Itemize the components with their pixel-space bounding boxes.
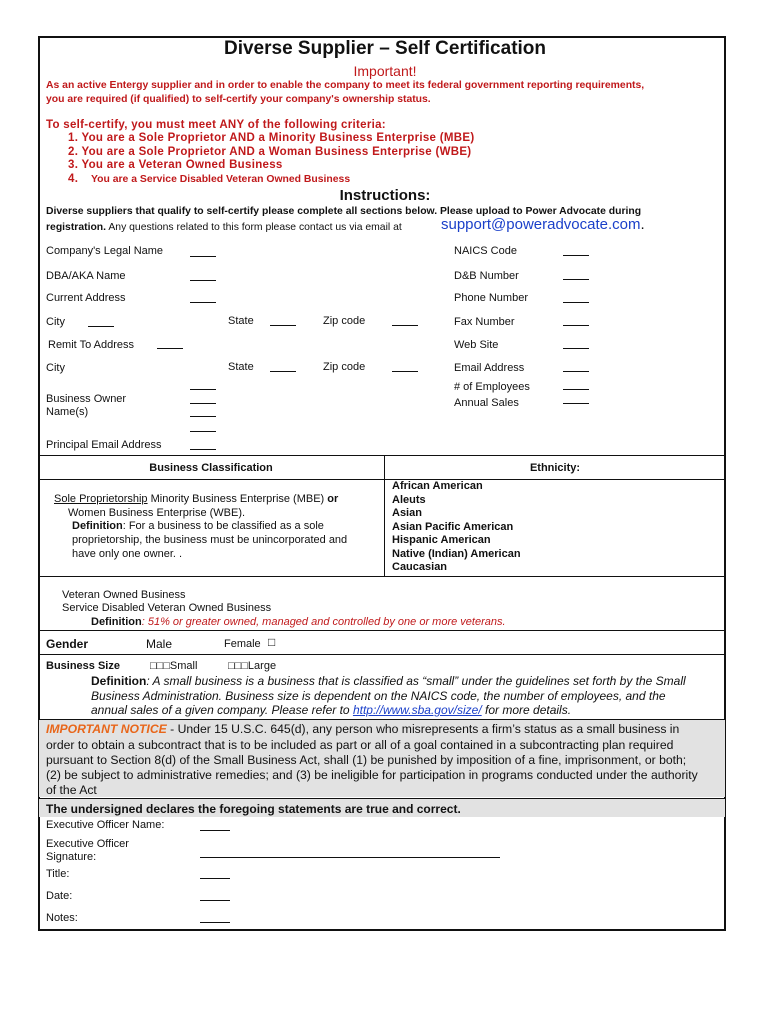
size-definition-line-2: Business Administration. Business size is dependent on the NAICS code, the number of employees, and the [91,689,666,703]
support-email[interactable]: support@poweradvocate.com [441,216,641,233]
disabled-veteran-option[interactable]: Service Disabled Veteran Owned Business [62,602,272,614]
table-header-rule [38,479,726,480]
notes-label: Notes: [46,912,78,924]
zip2-label: Zip code [323,361,366,373]
notice-line-3: pursuant to Section 8(d) of the Small Business Act, shall (1) be punished by imposition of a fine, imprisonment, or both; [46,753,687,767]
notice-l1: - Under 15 U.S.C. 645(d), any person who misrepresents a firm’s status as a small business in [166,722,680,736]
size-def-l3-a: annual sales of a given company. Please refer to [91,703,353,717]
legal-name-label: Company's Legal Name [46,245,164,257]
criteria-item-3: 3. You are a Veteran Owned Business [68,159,283,171]
instructions-registration: registration. [46,222,107,233]
instructions-heading: Instructions: [339,187,431,204]
sales-field[interactable] [563,403,589,404]
fax-label: Fax Number [454,316,515,328]
ethnicity-item[interactable]: Native (Indian) American [392,547,521,560]
notes-field[interactable] [200,922,230,923]
definition-line-3: have only one owner. . [72,548,183,560]
sole-prop-label: Sole Proprietorship [54,493,148,505]
exec-signature-label-1: Executive Officer [46,838,129,850]
remit-label: Remit To Address [48,339,135,351]
email-label: Email Address [454,362,525,374]
principal-email-label: Principal Email Address [46,439,162,451]
dnb-field[interactable] [563,279,589,280]
page-title: Diverse Supplier – Self Certification [223,38,547,59]
fax-field[interactable] [563,325,589,326]
sole-prop-definition [72,520,324,532]
intro-line-1: As an active Entergy supplier and in order to enable the company to meet its federal government reporting requirements, [46,80,645,91]
definition-text: : For a business to be classified as a sole [122,520,324,532]
remit-field[interactable] [157,348,183,349]
table-top-rule [38,455,726,456]
city-field[interactable] [88,326,114,327]
size-definition-label: Definition [91,674,147,688]
intro-line-2: you are required (if qualified) to self-certify your company's ownership status. [46,94,431,105]
important-heading: Important! [353,63,417,79]
exec-signature-label-2: Signature: [46,851,97,863]
employees-label: # of Employees [454,381,530,393]
phone-label: Phone Number [454,292,528,304]
principal-email-field[interactable] [190,449,216,450]
state2-field[interactable] [270,371,296,372]
declaration-text: The undersigned declares the foregoing statements are true and correct. [46,802,461,816]
email-period: . [640,216,645,233]
definition-line-2: proprietorship, the business must be unincorporated and [72,534,348,546]
legal-name-field[interactable] [190,256,216,257]
date-field[interactable] [200,900,230,901]
ethnicity-item[interactable]: Asian [392,507,422,519]
dba-label: DBA/AKA Name [46,270,126,282]
size-definition-line-1 [91,674,686,688]
zip2-field[interactable] [392,371,418,372]
zip-label: Zip code [323,315,366,327]
email-field[interactable] [563,371,589,372]
employees-field[interactable] [563,389,589,390]
instructions-contact: Any questions related to this form please contact us via email at [106,222,402,233]
exec-name-field[interactable] [200,830,230,831]
address-label: Current Address [46,292,126,304]
table-bottom-rule [38,576,726,577]
gender-top-rule [38,630,726,631]
naics-field[interactable] [563,255,589,256]
gender-label: Gender [46,637,89,651]
exec-name-label: Executive Officer Name: [46,819,165,831]
criteria-item-4-number: 4. [68,173,79,185]
zip-field[interactable] [392,325,418,326]
size-definition-line-3 [91,703,571,717]
notice-top-rule [38,719,726,720]
state2-label: State [228,361,254,373]
criteria-item-2: 2. You are a Sole Proprietor AND a Woman Business Enterprise (WBE) [68,146,472,158]
phone-field[interactable] [563,302,589,303]
sales-label: Annual Sales [454,397,519,409]
owner-field-4[interactable] [190,431,216,432]
notice-line-4: (2) be subject to administrative remedies; and (3) be ineligible for participation in programs conducted under the authority [46,768,698,782]
business-size-label: Business Size [46,660,120,672]
definition-label: Definition [72,520,123,532]
veteran-owned-option[interactable]: Veteran Owned Business [62,589,186,601]
web-field[interactable] [563,348,589,349]
ethnicity-header: Ethnicity: [529,462,581,474]
ethnicity-item[interactable]: Hispanic American [392,534,491,546]
ethnicity-item[interactable]: African American [392,480,483,492]
or-text: or [327,493,339,505]
wbe-text: Women Business Enterprise (WBE). [68,507,246,519]
ethnicity-item[interactable]: Aleuts [392,493,426,506]
owner-field-3[interactable] [190,416,216,417]
naics-label: NAICS Code [454,245,517,257]
notice-line-5: of the Act [46,783,97,797]
state-label: State [228,315,254,327]
gender-female-option[interactable]: Female [224,638,261,650]
size-small-option[interactable]: □□□Small [150,660,198,672]
criteria-item-4: You are a Service Disabled Veteran Owned Business [91,174,351,185]
size-def-l3-b: for more details. [481,703,572,717]
notice-line-1 [46,722,679,737]
ethnicity-list [392,480,521,575]
ethnicity-item[interactable]: Asian Pacific American [392,520,514,533]
notice-label: IMPORTANT NOTICE [46,722,167,736]
sole-prop-line [54,493,338,505]
mbe-text: Minority Business Enterprise (MBE) [147,493,328,505]
owner-label-line-1: Business Owner [46,393,127,405]
city2-label: City [46,362,65,374]
owner-field-1[interactable] [190,389,216,390]
web-label: Web Site [454,339,499,351]
gender-male-option[interactable]: Male [146,637,173,651]
state-field[interactable] [270,325,296,326]
table-divider [384,455,385,576]
ethnicity-item[interactable]: Caucasian [392,561,448,573]
instructions-line-2 [46,222,402,233]
classification-header: Business Classification [149,462,273,474]
gender-bottom-rule [38,654,726,655]
size-large-option[interactable]: □□□Large [228,660,277,672]
vet-definition-label: Definition [91,616,142,628]
dba-field[interactable] [190,280,216,281]
city-label: City [46,316,65,328]
owner-field-2[interactable] [190,403,216,404]
female-checkbox[interactable]: □ [268,635,276,649]
date-label: Date: [46,890,73,902]
notice-line-2: order to obtain a subcontract that is to be included as part or all of a goal contained in a subcontracting plan required [46,738,674,752]
title-field[interactable] [200,878,230,879]
support-email-link[interactable] [441,216,645,233]
vet-definition-text: : 51% or greater owned, managed and controlled by one or more veterans. [141,616,506,628]
size-definition-text: : A small business is a business that is classified as “small” under the guidelines set forth by the Small [146,674,686,688]
title-label: Title: [46,868,70,880]
address-field[interactable] [190,302,216,303]
owner-label-line-2: Name(s) [46,406,89,418]
criteria-heading: To self-certify, you must meet ANY of the following criteria: [46,119,386,131]
sba-size-link[interactable]: http://www.sba.gov/size/ [352,703,482,717]
instructions-line-1: Diverse suppliers that qualify to self-certify please complete all sections below. Please upload to Power Advocate during [46,206,642,217]
dnb-label: D&B Number [454,270,519,282]
exec-signature-field[interactable] [200,857,500,858]
veteran-definition [91,616,506,628]
criteria-item-1: 1. You are a Sole Proprietor AND a Minority Business Enterprise (MBE) [68,132,475,144]
